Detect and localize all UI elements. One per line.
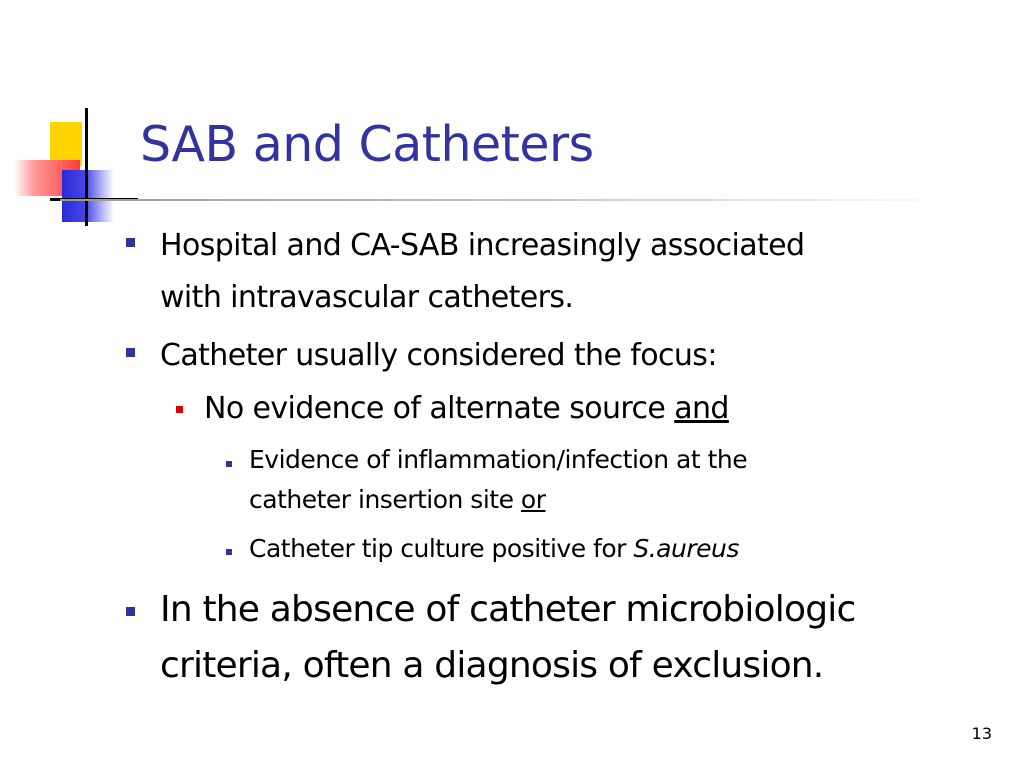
italic-organism-name: S.aureus [633,534,739,563]
sub-bullet-text [204,390,729,428]
bullet-square-icon [126,607,135,616]
bullet-line: Catheter usually considered the focus: [160,338,717,373]
sub-sub-bullet-line-text: catheter insertion site [249,485,521,514]
bullet-line: In the absence of catheter microbiologic [160,589,856,630]
underlined-or: or [520,485,546,514]
bullet-line: Hospital and CA-SAB increasingly associated [160,228,805,263]
sub-sub-bullet-text [249,440,747,520]
sub-sub-bullet-square-icon [226,461,232,467]
bullet-line: with intravascular catheters. [160,280,574,315]
bullet-text [160,330,717,382]
bullet-line: criteria, often a diagnosis of exclusion. [160,645,824,686]
sub-sub-bullet-square-icon [226,549,232,555]
sub-sub-bullet-text [249,529,739,569]
sub-sub-bullet-line [249,480,747,520]
bullet-square-icon [126,348,135,357]
sub-bullet-square-icon [176,406,183,413]
sub-bullet-text-main: No evidence of alternate source [204,391,675,426]
bullet-text [160,220,804,324]
page-number: 13 [971,724,992,743]
sub-sub-bullet-line: Evidence of inflammation/infection at the [249,445,748,474]
bullet-square-icon [126,238,135,247]
sub-sub-bullet-text-main: Catheter tip culture positive for [249,534,634,563]
bullet-text [160,582,855,694]
underlined-and: and [674,391,729,426]
slide-title: SAB and Catheters [140,116,594,173]
